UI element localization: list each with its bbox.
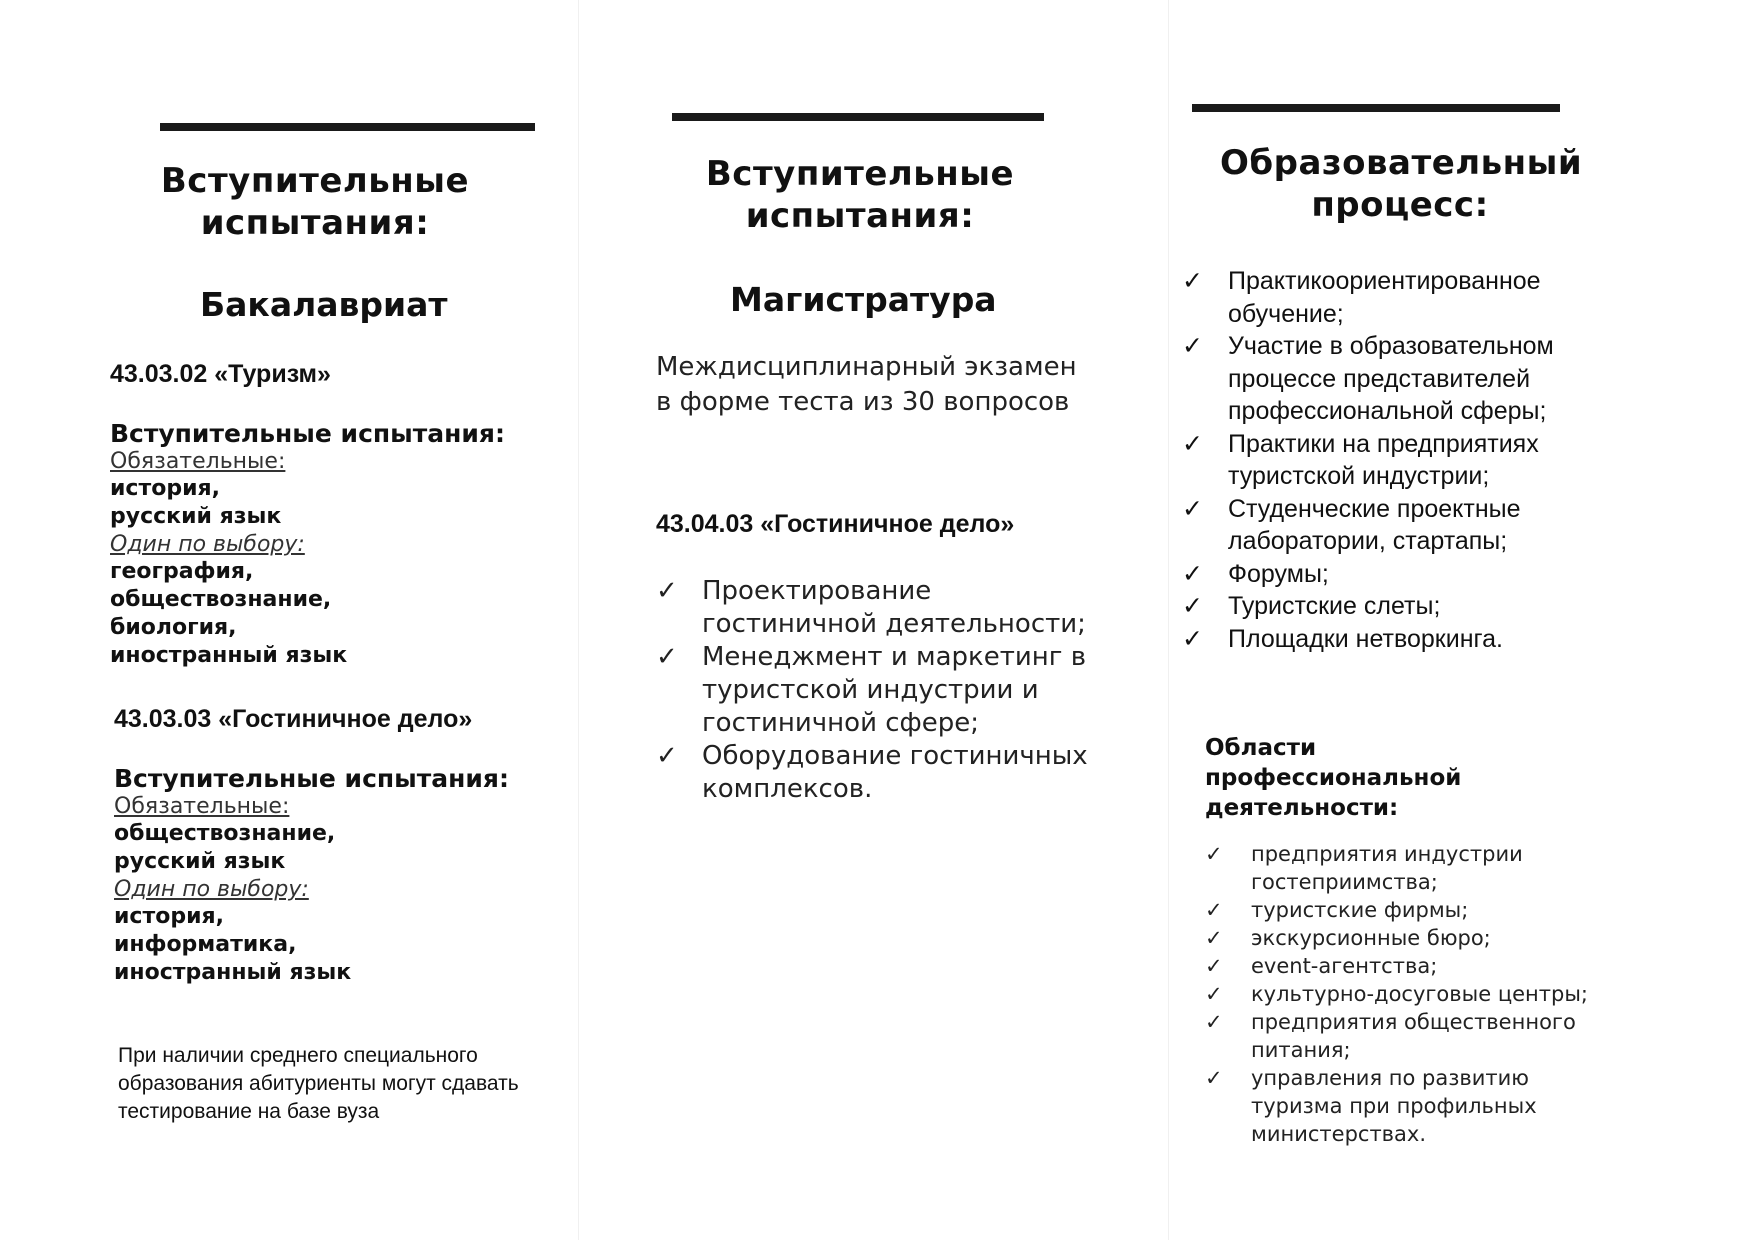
check-icon: ✓ [1182,494,1203,523]
col1-title: Вступительные испытания: [160,161,470,243]
exam-subject: биология, [110,615,237,640]
choice-label: Один по выбору: [110,532,305,557]
list-item: ✓ предприятия индустрии гостеприимства; [1205,842,1523,894]
list-item: ✓ предприятия общественного питания; [1205,1010,1576,1062]
program-code: 43.03.03 «Гостиничное дело» [114,705,473,733]
exam-subject: обществознание, [110,587,332,612]
list-item: ✓ Менеджмент и маркетинг в туристской индустрии и гостиничной сфере; [656,642,1087,738]
top-bar-2 [672,113,1044,121]
list-item: ✓ Студенческие проектные лаборатории, стартапы; [1182,494,1521,555]
exam-subject: иностранный язык [110,643,348,668]
exams-heading: Вступительные испытания: [110,419,505,448]
col1-subtitle: Бакалавриат [200,285,448,324]
check-icon: ✓ [1182,429,1203,458]
list-item: ✓ Участие в образовательном процессе представителей профессиональной сферы; [1182,332,1554,425]
check-icon: ✓ [1182,559,1203,588]
exam-subject: обществознание, [114,821,336,846]
col2-title: Вступительные испытания: [705,154,1015,236]
disciplines-list [656,575,1096,806]
check-icon: ✓ [1182,267,1203,295]
list-item: ✓ Оборудование гостиничных комплексов. [656,741,1088,804]
list-item: ✓ Туристские слеты; [1182,590,1602,623]
list-item: ✓ Практикоориентированное обучение; [1182,267,1541,328]
list-item: ✓ экскурсионные бюро; [1205,926,1491,950]
exams-heading: Вступительные испытания: [114,764,509,793]
check-icon: ✓ [656,576,678,606]
process-list [1182,265,1602,655]
note: При наличии среднего специального образования абитуриенты могут сдавать тестирование на базе вуза [118,1044,519,1123]
check-icon: ✓ [1205,1010,1223,1034]
areas-title: Области профессиональной деятельности: [1205,735,1462,821]
list-item: ✓ управления по развитию туризма при профильных министерствах. [1205,1066,1537,1146]
check-icon: ✓ [1182,592,1203,620]
check-icon: ✓ [656,642,678,672]
exam-description: Междисциплинарный экзамен в форме теста из 30 вопросов [656,352,1077,417]
program-code: 43.03.02 «Туризм» [110,360,331,388]
list-item: ✓ Проектирование гостиничной деятельности; [656,576,1086,639]
fold-line-left [578,0,579,1240]
list-item: ✓ Площадки нетворкинга. [1182,623,1602,656]
program-tourism [110,360,550,670]
exam-subject: иностранный язык [114,960,352,985]
check-icon: ✓ [656,741,678,771]
list-item: ✓ культурно-досуговые центры; [1205,982,1588,1006]
check-icon: ✓ [1182,332,1203,360]
check-icon: ✓ [1205,1066,1223,1090]
list-item: ✓ туристские фирмы; [1205,898,1469,922]
check-icon: ✓ [1205,898,1223,922]
exam-subject: география, [110,559,254,584]
choice-label: Один по выбору: [114,877,309,902]
check-icon: ✓ [1205,842,1223,866]
top-bar-1 [160,123,535,131]
list-item: ✓ Форумы; [1182,558,1602,591]
required-label: Обязательные: [114,794,290,819]
required-label: Обязательные: [110,449,286,474]
list-item: ✓ event-агентства; [1205,954,1438,978]
program-code: 43.04.03 «Гостиничное дело» [656,510,1015,538]
exam-subject: информатика, [114,932,297,957]
check-icon: ✓ [1205,926,1223,950]
fold-line-right [1168,0,1169,1240]
check-icon: ✓ [1182,624,1203,653]
exam-subject: русский язык [110,504,282,529]
col2-subtitle: Магистратура [730,280,997,319]
areas-list [1205,840,1605,1148]
program-hotel [114,705,564,987]
check-icon: ✓ [1205,982,1223,1006]
col3-title: Образовательный процесс: [1220,143,1583,225]
exam-subject: история, [114,904,224,929]
exam-subject: история, [110,476,220,501]
list-item: ✓ Практики на предприятиях туристской индустрии; [1182,429,1539,490]
exam-subject: русский язык [114,849,286,874]
top-bar-3 [1192,104,1560,112]
check-icon: ✓ [1205,954,1223,978]
